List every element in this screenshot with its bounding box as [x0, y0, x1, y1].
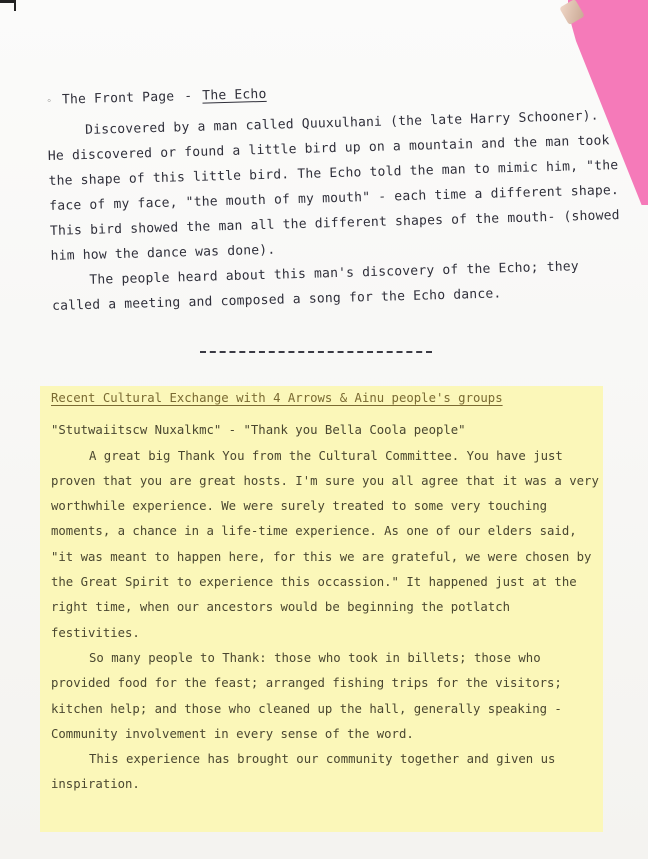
exchange-paragraph-1: A great big Thank You from the Cultural Committee. You have just proven that you are great hosts. I'm sure you all agree that it was a very worthwhile experience. We were surely treated to some very touching moments, a chance in a life-time experience. As one of our elders said, "it was meant to happen here, for this we are grateful, we were chosen by the Great Spirit to experience this occassion." It happened just at the right time, when our ancestors would be beginning the potlatch festivities.	[51, 448, 599, 640]
article-title: The Echo	[202, 86, 267, 104]
exchange-greeting: "Stutwaiitscw Nuxalkmc" - "Thank you Bella Coola people"	[51, 423, 466, 438]
corner-mark	[0, 0, 16, 11]
exchange-paragraph-2: So many people to Thank: those who took in billets; those who provided food for the feast; arranged fishing trips for the visitors; kitchen help; and those who cleaned up the hall, generally speaking - Community involvement in every sense of the word.	[51, 650, 562, 741]
bullet-icon: ◦	[46, 96, 53, 107]
heading-dash: -	[184, 88, 193, 105]
echo-paragraph-1: Discovered by a man called Quuxulhani (the late Harry Schooner). He discovered or found a little bird up on a mountain and the man took the shape of this little bird. The Echo told the man to mimic him, "the face of my face, "the mouth of my mouth" - each time a different shape. This bird showed the man all the different shapes of the mouth- (showed him how the dance was done).	[47, 108, 620, 264]
cultural-exchange-section	[51, 386, 603, 798]
front-page-section	[46, 72, 622, 319]
exchange-title: Recent Cultural Exchange with 4 Arrows & Ainu people's groups	[51, 391, 503, 405]
echo-paragraph-2: The people heard about this man's discovery of the Echo; they called a meeting and composed a song for the Echo dance.	[51, 259, 580, 314]
section-label: The Front Page	[61, 89, 175, 108]
exchange-paragraph-3: This experience has brought our community together and given us inspiration.	[51, 752, 556, 792]
section-divider	[200, 351, 432, 353]
